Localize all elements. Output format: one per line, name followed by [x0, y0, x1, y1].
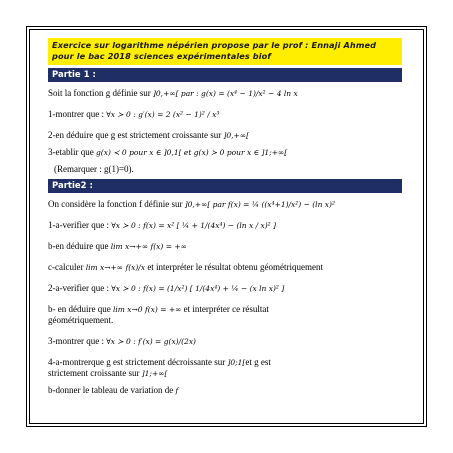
part2-line5-math: ∀x ≻ 0 : f(x) = (1/x²) [ 1/(4x⁴) + ¼ − (x ln x)² ] — [111, 284, 285, 293]
part2-line2-text: 1-a-verifier que : — [48, 220, 109, 230]
part1-line2-math: ∀x ≻ 0 : g′(x) = 2 (x² − 1)² / x³ — [106, 110, 220, 119]
part2-line3-text: b-en déduire que — [48, 241, 109, 251]
part2-line8-math: ]0;1[ — [227, 358, 246, 367]
part2-line6-math: lim x→0 f(x) = +∞ — [112, 305, 182, 314]
part2-line4 — [48, 262, 402, 273]
part2-line4-tail: et interpréter le résultat obtenu géométriquement — [147, 262, 323, 272]
part2-line5-text: 2-a-verifier que : — [48, 283, 109, 293]
part2-line2-math: ∀x ≻ 0 : f(x) = x² [ ¼ + 1/(4x⁴) − (ln x / x)² ] — [111, 221, 277, 230]
part1-line4-math: g(x) ≺ 0 pour x ∈ ]0,1[ et g(x) ≻ 0 pour x ∈ ]1;+∞[ — [95, 148, 288, 157]
part1-line1-text: Soit la fonction g définie sur — [48, 88, 151, 98]
part1-heading: Partie 1 : — [48, 68, 402, 82]
part2-line1 — [48, 199, 402, 210]
part2-line4-text: c-calculer — [48, 262, 84, 272]
part2-line9 — [48, 385, 402, 396]
exercise-content — [48, 38, 402, 396]
part1-line1 — [48, 88, 402, 99]
part1-line3-text: 2-en déduire que g est strictement croissante sur — [48, 130, 222, 140]
part2-line8b — [48, 368, 402, 379]
part2-line6 — [48, 304, 402, 315]
part2-line6-tail: et interpréter ce résultat — [183, 304, 269, 314]
part2-line9-text: b-donner le tableau de variation de — [48, 385, 174, 395]
part2-line8-tail: et g est — [245, 357, 271, 367]
exercise-title: Exercice sur logarithme népérien propose par le prof : Ennaji Ahmed pour le bac 2018 sciences expérimentales biof — [48, 38, 402, 65]
part1-line4 — [48, 147, 402, 158]
part2-heading: Partie2 : — [48, 179, 402, 193]
part2-line8-text: 4-a-montrerque g est strictement décroissante sur — [48, 357, 226, 367]
part2-line5 — [48, 283, 402, 294]
part2-line7-math: ∀x ≻ 0 : f′(x) = g(x)/(2x) — [106, 337, 196, 346]
part2-line8b-text: strictement croissante sur — [48, 368, 140, 378]
part2-line1-text: On considère la fonction f définie sur — [48, 199, 183, 209]
part2-line6-text: b- en déduire que — [48, 304, 111, 314]
part1-line4-text: 3-etablir que — [48, 147, 94, 157]
part2-line7 — [48, 336, 402, 347]
part2-line8b-math: ]1;+∞[ — [141, 369, 168, 378]
part2-line1-math: ]0,+∞[ par f(x) = ¼ ((x⁴+1)/x²) − (ln x)² — [184, 200, 335, 209]
part2-line4-math: lim x→+∞ f(x)/x — [85, 263, 146, 272]
part1-line3-math: ]0,+∞[ — [223, 131, 249, 140]
part2-line7-text: 3-montrer que : — [48, 336, 104, 346]
part2-line3-math: lim x→+∞ f(x) = +∞ — [110, 242, 187, 251]
part2-line3 — [48, 241, 402, 252]
part2-line8 — [48, 357, 402, 368]
part1-line5: (Remarquer : g(1)=0). — [54, 164, 134, 174]
part1-line2-text: 1-montrer que : — [48, 109, 104, 119]
part2-line6b: géométriquement. — [48, 315, 114, 325]
part1-line1-math: ]0,+∞[ par : g(x) = (x⁴ − 1)/x² − 4 ln x — [152, 89, 298, 98]
part2-line2 — [48, 220, 402, 231]
part1-line2 — [48, 109, 402, 120]
part2-line9-math: f — [175, 386, 179, 395]
part1-line3 — [48, 130, 402, 141]
